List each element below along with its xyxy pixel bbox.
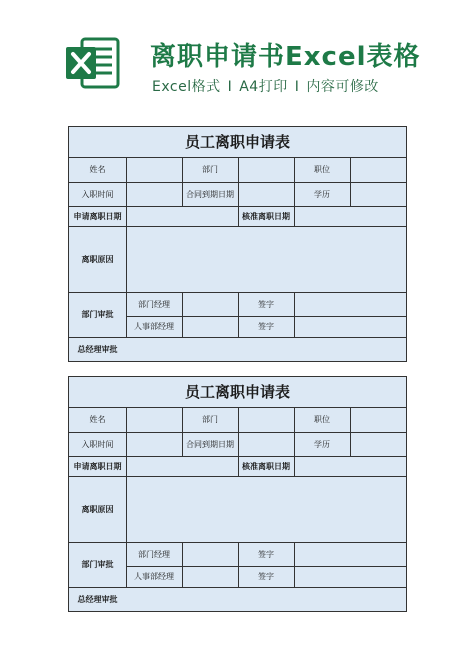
dept-manager-label: 部门经理 — [138, 549, 170, 559]
dept-label: 部门 — [202, 165, 218, 174]
approve-date-field[interactable] — [294, 206, 406, 226]
education-field[interactable] — [350, 182, 406, 206]
apply-date-field[interactable] — [126, 206, 238, 226]
hr-manager-sign-label: 签字 — [258, 572, 274, 581]
contract-end-label: 合同到期日期 — [186, 189, 234, 199]
position-label: 职位 — [314, 165, 330, 174]
apply-date-label: 申请离职日期 — [73, 211, 122, 221]
dept-manager-label: 部门经理 — [138, 299, 170, 309]
name-label: 姓名 — [89, 165, 106, 174]
subtitle-editable: 内容可修改 — [306, 79, 379, 95]
name-label: 姓名 — [89, 415, 106, 424]
hr-manager-field[interactable] — [182, 316, 238, 337]
name-field[interactable] — [126, 407, 182, 432]
contract-end-field[interactable] — [238, 432, 294, 456]
dept-manager-field[interactable] — [182, 542, 238, 566]
gm-approval-field[interactable] — [126, 337, 406, 361]
excel-logo-icon — [62, 33, 122, 93]
hire-date-label: 入职时间 — [81, 189, 114, 199]
gm-approval-label: 总经理审批 — [77, 594, 118, 604]
hr-manager-sign-field[interactable] — [294, 316, 406, 337]
dept-manager-field[interactable] — [182, 292, 238, 316]
dept-manager-sign-field[interactable] — [294, 542, 406, 566]
gm-approval-field[interactable] — [126, 587, 406, 611]
approve-date-label: 核准离职日期 — [242, 211, 290, 221]
page-subtitle — [152, 76, 379, 96]
form-title: 员工离职申请表 — [69, 377, 406, 408]
page-header — [0, 0, 474, 110]
reason-label: 离职原因 — [81, 254, 114, 264]
position-field[interactable] — [350, 157, 406, 182]
subtitle-separator: I — [227, 79, 233, 95]
form-title: 员工离职申请表 — [69, 127, 406, 158]
dept-field[interactable] — [238, 157, 294, 182]
education-label: 学历 — [314, 189, 330, 199]
position-label: 职位 — [314, 415, 330, 424]
page-title: 离职申请书Excel表格 — [150, 42, 421, 72]
education-label: 学历 — [314, 439, 330, 449]
education-field[interactable] — [350, 432, 406, 456]
hire-date-field[interactable] — [126, 432, 182, 456]
dept-manager-sign-label: 签字 — [258, 549, 274, 559]
reason-label: 离职原因 — [81, 504, 114, 514]
contract-end-label: 合同到期日期 — [186, 439, 234, 449]
approve-date-label: 核准离职日期 — [242, 461, 290, 471]
approve-date-field[interactable] — [294, 456, 406, 476]
hire-date-field[interactable] — [126, 182, 182, 206]
dept-approval-label: 部门审批 — [81, 310, 114, 319]
dept-label: 部门 — [202, 415, 218, 424]
reason-field[interactable] — [126, 226, 406, 292]
position-field[interactable] — [350, 407, 406, 432]
resignation-form-2 — [68, 376, 407, 612]
dept-field[interactable] — [238, 407, 294, 432]
subtitle-separator: I — [294, 79, 300, 95]
dept-manager-sign-label: 签字 — [258, 299, 274, 309]
apply-date-field[interactable] — [126, 456, 238, 476]
resignation-form-1 — [68, 126, 407, 362]
subtitle-format: Excel格式 — [152, 79, 221, 95]
hr-manager-sign-label: 签字 — [258, 322, 274, 331]
hr-manager-field[interactable] — [182, 566, 238, 587]
apply-date-label: 申请离职日期 — [73, 461, 122, 471]
hr-manager-label: 人事部经理 — [134, 572, 174, 581]
name-field[interactable] — [126, 157, 182, 182]
gm-approval-label: 总经理审批 — [77, 344, 118, 354]
hr-manager-sign-field[interactable] — [294, 566, 406, 587]
reason-field[interactable] — [126, 476, 406, 542]
dept-approval-label: 部门审批 — [81, 560, 114, 569]
hire-date-label: 入职时间 — [81, 439, 114, 449]
contract-end-field[interactable] — [238, 182, 294, 206]
dept-manager-sign-field[interactable] — [294, 292, 406, 316]
subtitle-print: A4打印 — [239, 79, 288, 95]
hr-manager-label: 人事部经理 — [134, 322, 174, 331]
